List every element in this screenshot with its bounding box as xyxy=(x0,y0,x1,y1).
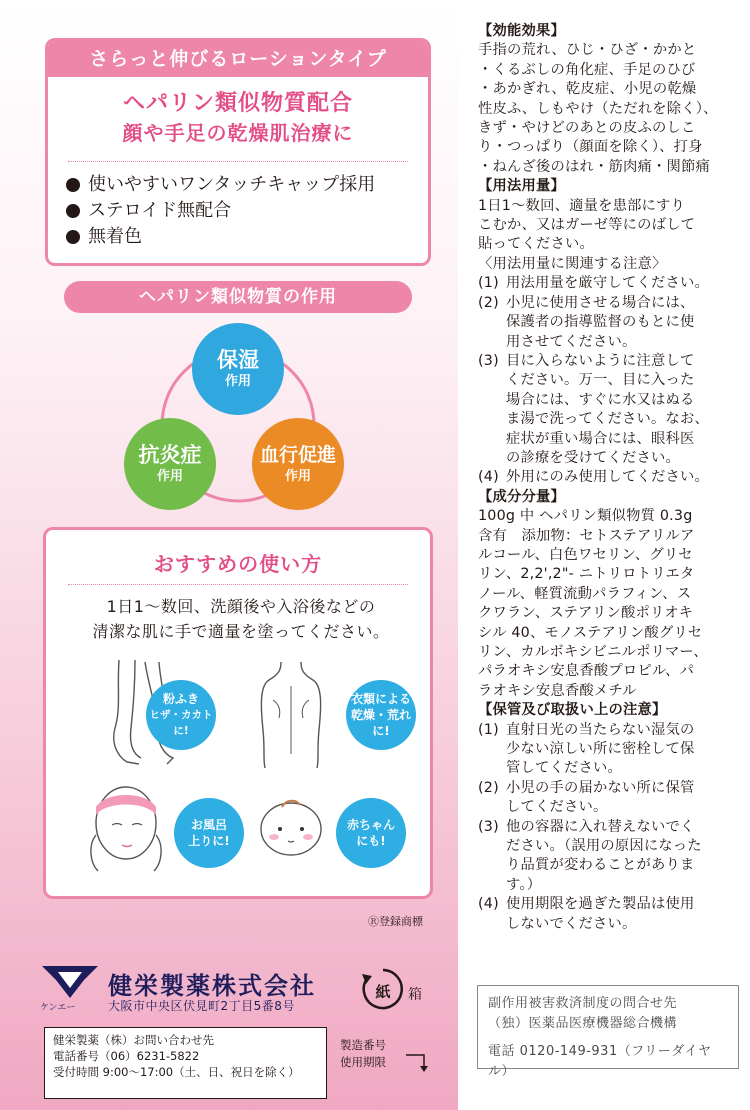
usage-title: おすすめの使い方 xyxy=(153,552,323,576)
face-illustration xyxy=(76,775,176,875)
dosage-title: 【用法用量】 xyxy=(478,178,565,195)
divider xyxy=(68,584,408,585)
company-logo-icon xyxy=(40,962,100,1002)
recycle-mark: 紙 xyxy=(375,983,391,1001)
paper-recycle-icon xyxy=(360,966,406,1014)
dosage-notes: (1) 用法用量を厳守してください。 (2) 小児に使用させる場合には、 保護者の指導監督のもとに使 用させてください。 (3) 目に入らないように注意して ください。万一、目に入った 場合には、すぐに水又はぬる ま湯で洗ってください。なお、 症状が重い場合には、眼科医 の診療を受けてください。 (4) 外用にのみ使用してください。 xyxy=(478,274,750,487)
bullet-icon xyxy=(66,204,80,218)
bullet-icon xyxy=(66,178,80,192)
bullet-icon xyxy=(66,230,80,244)
feature-box-header: さらっと伸びるローションタイプ xyxy=(48,41,428,77)
back-illustration xyxy=(251,660,331,770)
headline-heparin: ヘパリン類似物質配合 xyxy=(122,91,353,116)
feature-item: 使いやすいワンタッチキャップ採用 xyxy=(66,172,428,198)
note-item: (3) 目に入らないように注意して xyxy=(478,352,695,369)
company-address: 大阪市中央区伏見町2丁目5番8号 xyxy=(108,999,295,1013)
headline-dry-skin: 顔や手足の乾燥肌治療に xyxy=(122,121,354,145)
feature-box xyxy=(45,38,431,266)
note-item: (4) 使用期限を過ぎた製品は使用 xyxy=(478,896,695,913)
note-item: (2) 小児に使用させる場合には、 xyxy=(478,294,695,311)
bubble-knees: 粉ふき ヒザ・カカトに! xyxy=(146,680,216,750)
dosage-body: 1日1～数回、適量を患部にすり こむか、又はガーゼ等にのばして 貼ってください。 xyxy=(478,197,696,253)
usage-text: 1日1～数回、洗顔後や入浴後などの 清潔な肌に手で適量を塗ってください。 xyxy=(92,597,390,641)
relief-system-box: 副作用被害救済制度の問合せ先 （独）医薬品医療機器総合機構 電話 0120-149-931（フリーダイヤル） xyxy=(477,985,739,1069)
action-header: ヘパリン類似物質の作用 xyxy=(64,281,412,313)
circulation-circle: 血行促進 作用 xyxy=(252,418,344,510)
efficacy-title: 【効能効果】 xyxy=(478,23,565,39)
lot-arrow-icon xyxy=(404,1052,432,1074)
bubble-baby: 赤ちゃん にも! xyxy=(336,798,406,868)
note-item: (3) 他の容器に入れ替えないでく xyxy=(478,818,695,835)
directions-text xyxy=(478,22,750,934)
ingredients-body: 100g 中 ヘパリン類似物質 0.3g 含有 添加物：セトステアリルア ルコール、白色ワセリン、グリセ リン、2,2',2"- ニトリロトリエタ ノール、軽質流動パラフィン、ス クワラン、ステアリン酸ポリオキ シル 40、モノステアリン酸グリセ リン、カルボキシビニルポリマー、 パラオキシ安息香酸プロピル、パ ラオキシ安息香酸メチル xyxy=(478,508,708,699)
dosage-note-title: 〈用法用量に関連する注意〉 xyxy=(478,255,667,272)
usage-box xyxy=(43,527,433,899)
storage-title: 【保管及び取扱い上の注意】 xyxy=(478,702,667,719)
ingredients-title: 【成分分量】 xyxy=(478,488,565,505)
efficacy-body: 手指の荒れ、ひじ・ひざ・かかと ・くるぶしの角化症、手足のひび ・あかぎれ、乾皮症、小児の乾燥 性皮ふ、しもやけ（ただれを除く）、 きず・やけどのあとの皮ふのしこ り・つっぱり（顔面を除く）、打身 ・ねんざ後のはれ・筋肉痛・関節痛 xyxy=(478,42,718,175)
bubble-clothes: 衣類による 乾燥・荒れに! xyxy=(346,680,416,750)
storage-notes: (1) 直射日光の当たらない湿気の 少ない涼しい所に密栓して保 管してください。 (2) 小児の手の届かない所に保管 してください。 (3) 他の容器に入れ替えないでく ださい。（誤用の原因になった り品質が変わることがありま す。） (4) 使用期限を過ぎた製品は使用 しないでください。 xyxy=(478,721,750,934)
bubble-bath: お風呂 上りに! xyxy=(174,798,244,868)
feature-item: ステロイド無配合 xyxy=(66,198,428,224)
note-item: (4) 外用にのみ使用してください。 xyxy=(478,469,709,486)
baby-illustration xyxy=(256,795,326,859)
company-logo-text: ケンエー xyxy=(40,1003,76,1013)
note-item: (2) 小児の手の届かない所に保管 xyxy=(478,779,695,796)
recycle-label: 箱 xyxy=(408,987,422,1003)
contact-box: 健栄製薬（株）お問い合わせ先 電話番号（06）6231-5822 受付時間 9:00～17:00（土、日、祝日を除く） xyxy=(44,1027,327,1099)
divider xyxy=(68,161,408,162)
note-item: (1) 用法用量を厳守してください。 xyxy=(478,275,709,292)
feature-item: 無着色 xyxy=(66,224,428,250)
moisture-circle: 保湿 作用 xyxy=(192,323,284,415)
lot-info: 製造番号 使用期限 xyxy=(340,1038,386,1069)
company-name: 健栄製薬株式会社 xyxy=(108,972,316,1000)
trademark-note: Ⓡ登録商標 xyxy=(368,915,423,928)
feature-list xyxy=(66,172,428,250)
note-item: (1) 直射日光の当たらない湿気の xyxy=(478,721,695,738)
anti-inflammatory-circle: 抗炎症 作用 xyxy=(124,418,216,510)
